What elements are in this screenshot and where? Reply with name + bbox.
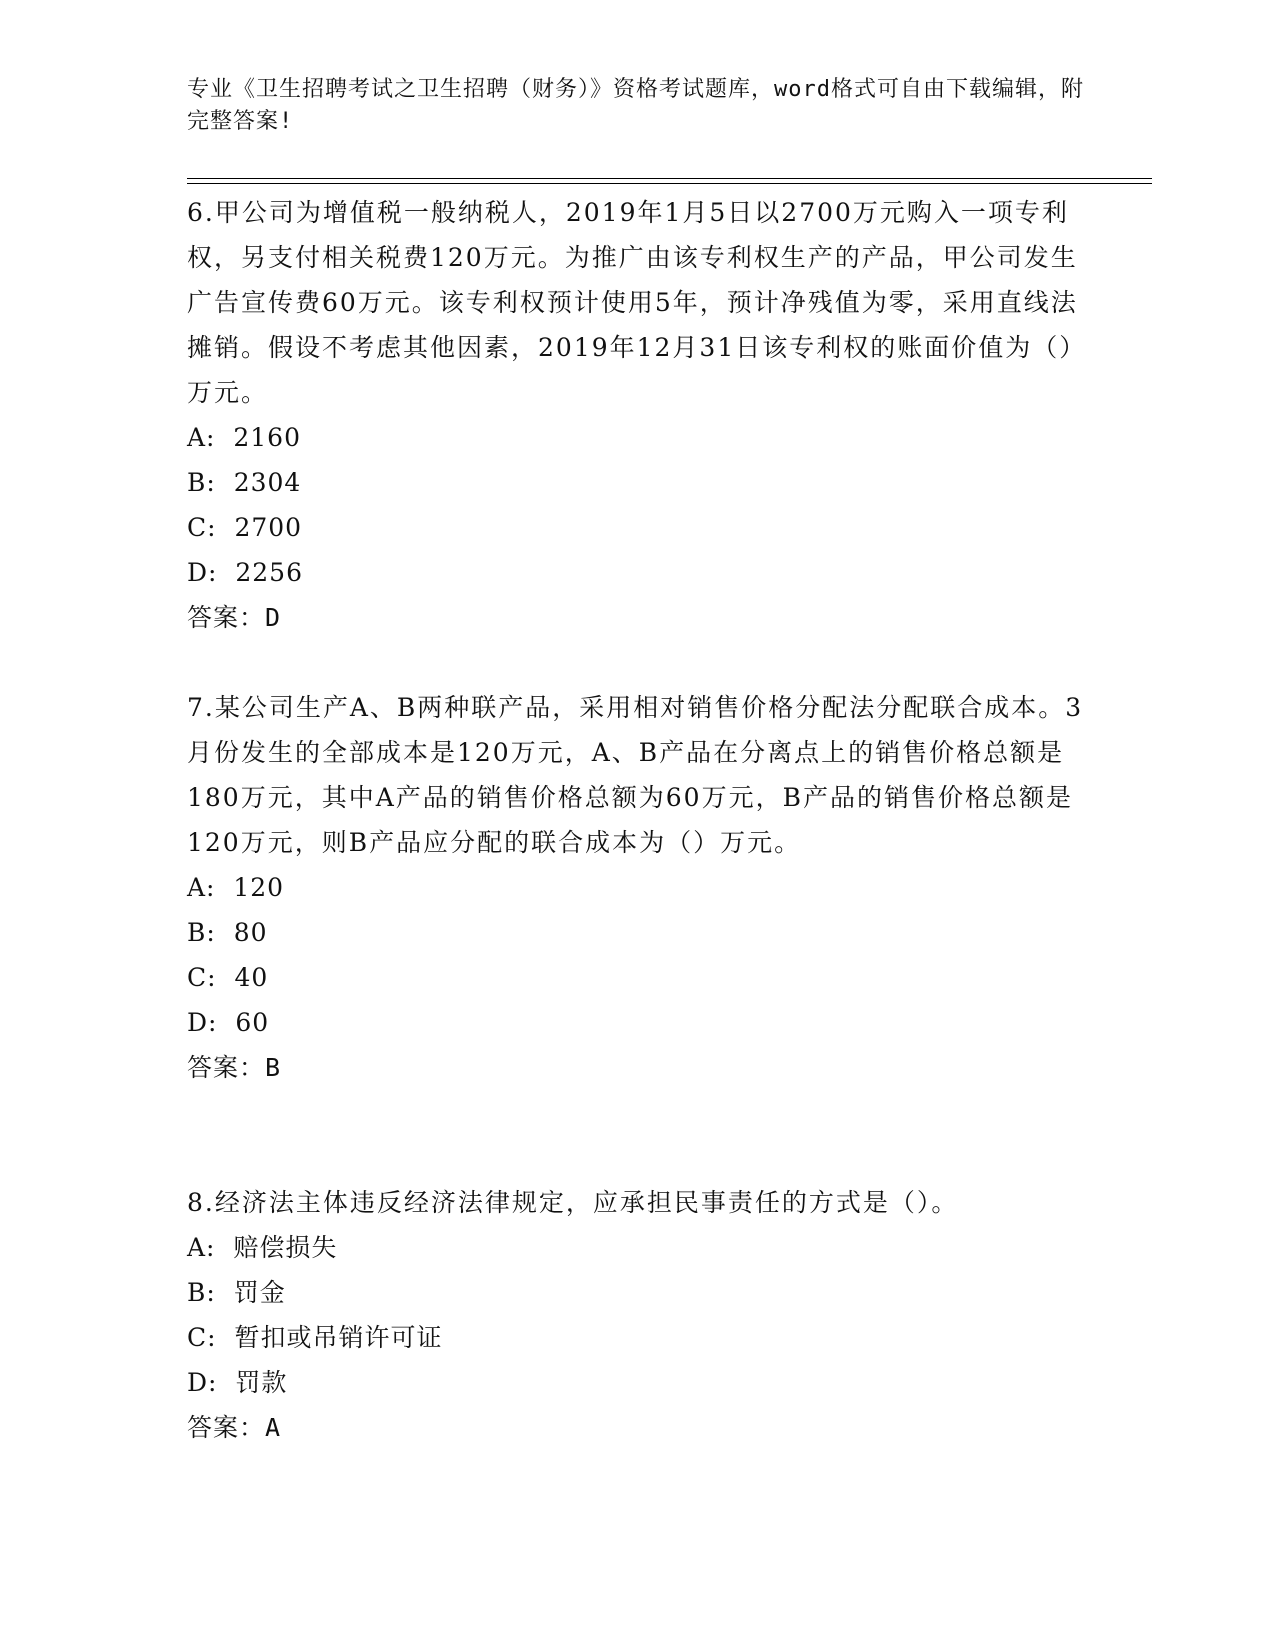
question-6 <box>187 190 1087 640</box>
question-7 <box>187 685 1087 1090</box>
question-text: 8.经济法主体违反经济法律规定，应承担民事责任的方式是（）。 <box>187 1188 959 1217</box>
option-c: C: 2700 <box>187 513 303 542</box>
question-text: 6.甲公司为增值税一般纳税人，2019年1月5日以2700万元购入一项专利权，另支付相关税费120万元。为推广由该专利权生产的产品，甲公司发生广告宣传费60万元。该专利权预计使用5年，预计净残值为零，采用直线法摊销。假设不考虑其他因素，2019年12月31日该专利权的账面价值为（）万元。 <box>187 198 1087 407</box>
answer: 答案：D <box>187 603 282 632</box>
option-c: C: 40 <box>187 963 269 992</box>
header-rule-top <box>187 178 1152 179</box>
answer: 答案：B <box>187 1053 282 1082</box>
option-d: D: 罚款 <box>187 1368 288 1397</box>
option-b: B: 2304 <box>187 468 302 497</box>
answer: 答案：A <box>187 1413 282 1442</box>
question-text: 7.某公司生产A、B两种联产品，采用相对销售价格分配法分配联合成本。3月份发生的全部成本是120万元，A、B产品在分离点上的销售价格总额是180万元，其中A产品的销售价格总额为60万元，B产品的销售价格总额是120万元，则B产品应分配的联合成本为（）万元。 <box>187 693 1084 857</box>
option-a: A: 2160 <box>187 423 301 452</box>
option-d: D: 2256 <box>187 558 303 587</box>
document-header: 专业《卫生招聘考试之卫生招聘（财务）》资格考试题库，word格式可自由下载编辑，附完整答案! <box>187 77 1084 134</box>
question-8 <box>187 1180 1087 1450</box>
option-b: B: 80 <box>187 918 268 947</box>
header-rule-bottom <box>187 183 1152 184</box>
option-c: C: 暂扣或吊销许可证 <box>187 1323 443 1352</box>
option-a: A: 120 <box>187 873 285 902</box>
option-b: B: 罚金 <box>187 1278 286 1307</box>
option-d: D: 60 <box>187 1008 270 1037</box>
option-a: A: 赔偿损失 <box>187 1233 338 1262</box>
